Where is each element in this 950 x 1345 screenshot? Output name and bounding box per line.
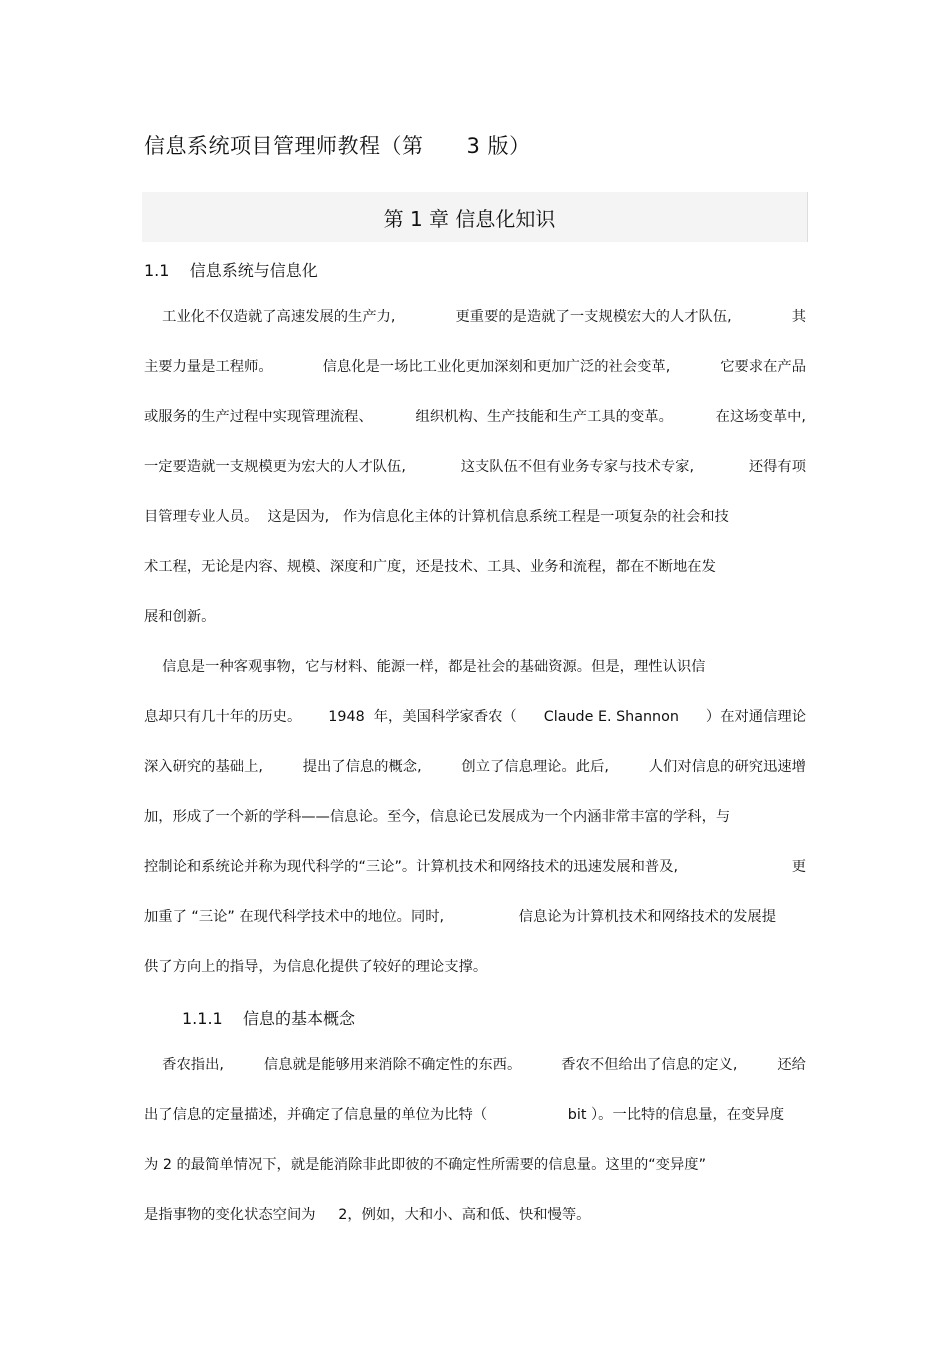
- text-segment: bit ）。一比特的信息量，在变异度: [567, 1107, 784, 1123]
- paragraph-line: 是指事物的变化状态空间为 2，例如，大和小、高和低、快和慢等。: [144, 1207, 591, 1223]
- paragraph-line: [144, 706, 806, 728]
- paragraph-line: [144, 1104, 784, 1126]
- text-segment: 还得有项: [748, 459, 806, 475]
- section-heading: 1.1 信息系统与信息化: [144, 261, 318, 280]
- text-segment: 出了信息的定量描述，并确定了信息量的单位为比特（: [144, 1107, 488, 1123]
- text-segment: 这支队伍不但有业务专家与技术专家,: [460, 459, 694, 475]
- text-segment: 人们对信息的研究迅速增: [648, 759, 806, 775]
- text-segment: 主要力量是工程师。: [144, 359, 273, 375]
- text-segment: 组织机构、生产技能和生产工具的变革。: [415, 409, 673, 425]
- text-segment: 控制论和系统论并称为现代科学的“三论”。计算机技术和网络技术的迅速发展和普及,: [144, 859, 679, 875]
- text-segment: 深入研究的基础上,: [144, 759, 263, 775]
- paragraph-line: [144, 306, 806, 328]
- chapter-title: 第 1 章 信息化知识: [383, 206, 556, 231]
- paragraph-line: 展和创新。: [144, 609, 216, 625]
- paragraph-line: [144, 456, 806, 478]
- text-segment: 信息论为计算机技术和网络技术的发展提: [518, 909, 776, 925]
- text-segment: Claude E. Shannon: [543, 709, 679, 725]
- text-segment: 息却只有几十年的历史。: [144, 709, 302, 725]
- text-segment: 更: [791, 859, 806, 875]
- chapter-heading-band: [142, 192, 808, 242]
- text-segment: 信息就是能够用来消除不确定性的东西。: [263, 1057, 522, 1073]
- paragraph-line: [144, 356, 806, 378]
- paragraph-line: [144, 906, 776, 928]
- paragraph-line: 加，形成了一个新的学科——信息论。至今，信息论已发展成为一个内涵非常丰富的学科，与: [144, 809, 731, 825]
- text-segment: 一定要造就一支规模更为宏大的人才队伍,: [144, 459, 406, 475]
- text-segment: 还给: [777, 1057, 806, 1073]
- subsection-heading: 1.1.1 信息的基本概念: [182, 1009, 356, 1028]
- text-segment: 工业化不仅造就了高速发展的生产力,: [144, 309, 396, 325]
- text-segment: 它要求在产品: [720, 359, 806, 375]
- text-segment: 信息化是一场比工业化更加深刻和更加广泛的社会变革,: [322, 359, 671, 375]
- text-segment: 更重要的是造就了一支规模宏大的人才队伍,: [455, 309, 732, 325]
- paragraph-line: [144, 756, 806, 778]
- text-segment: 香农指出,: [144, 1057, 224, 1073]
- paragraph-line: [144, 406, 806, 428]
- text-segment: 或服务的生产过程中实现管理流程、: [144, 409, 373, 425]
- document-title: 信息系统项目管理师教程（第 3 版）: [144, 134, 531, 158]
- text-segment: 1948 年，美国科学家香农（: [328, 709, 517, 725]
- paragraph-line: 供了方向上的指导，为信息化提供了较好的理论支撑。: [144, 959, 488, 975]
- paragraph-line: [144, 856, 806, 878]
- text-segment: 香农不但给出了信息的定义,: [561, 1057, 738, 1073]
- text-segment: 在这场变革中,: [715, 409, 806, 425]
- text-segment: ）在对通信理论: [705, 709, 806, 725]
- paragraph-line: [144, 1054, 806, 1076]
- paragraph-line: 为 2 的最简单情况下，就是能消除非此即彼的不确定性所需要的信息量。这里的“变异度”: [144, 1157, 706, 1173]
- paragraph-line: 目管理专业人员。 这是因为, 作为信息化主体的计算机信息系统工程是一项复杂的社会和技: [144, 509, 729, 525]
- paragraph-line: 信息是一种客观事物，它与材料、能源一样，都是社会的基础资源。但是，理性认识信: [144, 659, 706, 675]
- text-segment: 加重了 “三论” 在现代科学技术中的地位。同时,: [144, 909, 445, 925]
- text-segment: 其: [791, 309, 806, 325]
- text-segment: 提出了信息的概念,: [302, 759, 422, 775]
- paragraph-line: 术工程，无论是内容、规模、深度和广度，还是技术、工具、业务和流程，都在不断地在发: [144, 559, 716, 575]
- text-segment: 创立了信息理论。此后,: [461, 759, 609, 775]
